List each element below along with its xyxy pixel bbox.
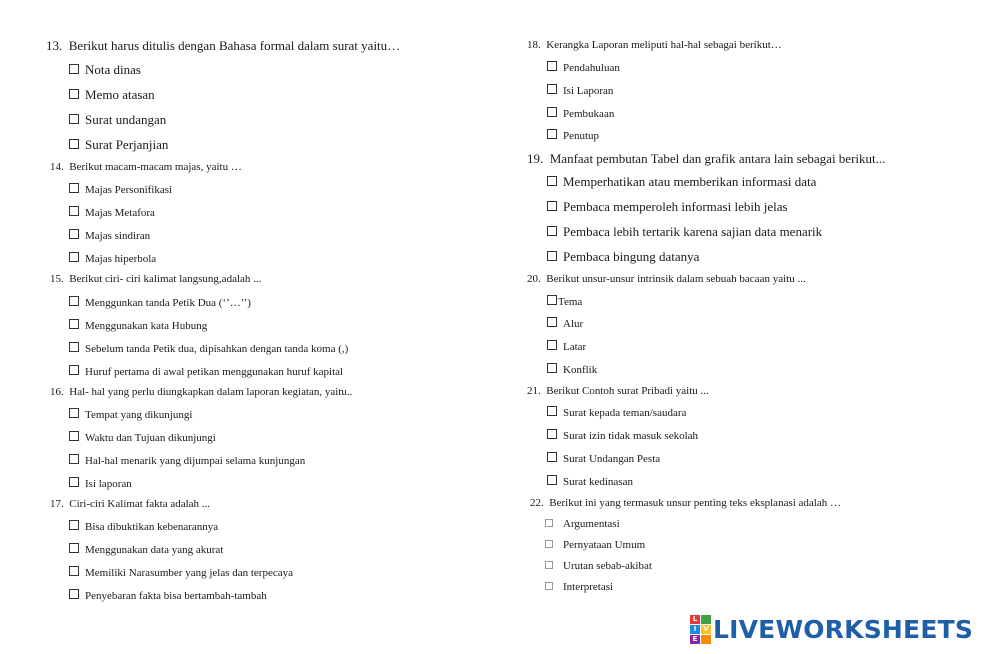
checkbox-icon[interactable] — [69, 114, 79, 124]
option-checkbox[interactable] — [547, 406, 686, 419]
option-label: Tempat yang dikunjungi — [85, 409, 193, 421]
option-checkbox[interactable] — [547, 249, 699, 265]
question-15 — [50, 273, 261, 285]
question-number: 19. — [527, 151, 544, 166]
option-label: Memperhatikan atau memberikan informasi data — [563, 174, 817, 189]
checkbox-icon[interactable] — [547, 295, 557, 305]
checkbox-icon[interactable] — [547, 226, 557, 236]
checkbox-icon[interactable] — [69, 431, 79, 441]
option-checkbox[interactable] — [69, 454, 305, 467]
logo-block — [701, 615, 711, 624]
checkbox-icon[interactable] — [547, 251, 557, 261]
logo-letter: E — [690, 635, 700, 644]
option-label: Majas sindiran — [85, 230, 151, 242]
question-number: 22. — [530, 497, 544, 509]
checkbox-icon[interactable] — [69, 454, 79, 464]
option-label: Nota dinas — [85, 62, 141, 77]
question-text: Kerangka Laporan meliputi hal-hal sebagai berikut… — [546, 39, 782, 51]
option-label: Memo atasan — [85, 87, 155, 102]
checkbox-icon[interactable] — [545, 561, 553, 569]
logo-letter: L — [690, 615, 700, 624]
checkbox-icon[interactable] — [69, 89, 79, 99]
question-text: Berikut harus ditulis dengan Bahasa formal dalam surat yaitu… — [68, 38, 401, 53]
option-label: Menggunkan tanda Petik Dua (‘’…’’) — [85, 297, 251, 309]
option-label: Majas hiperbola — [85, 253, 157, 265]
option-label: Konflik — [563, 364, 598, 376]
option-label: Menggunakan kata Hubung — [85, 320, 208, 332]
option-label: Pembaca lebih tertarik karena sajian data menarik — [563, 224, 823, 239]
option-label: Pendahuluan — [563, 62, 620, 74]
option-label: Pembaca bingung datanya — [563, 249, 700, 264]
checkbox-icon[interactable] — [69, 477, 79, 487]
option-label: Hal-hal menarik yang dijumpai selama kunjungan — [85, 455, 306, 467]
option-label: Surat undangan — [85, 112, 167, 127]
option-label: Pembukaan — [563, 108, 615, 120]
option-label: Memiliki Narasumber yang jelas dan terpecaya — [85, 567, 294, 579]
option-checkbox[interactable] — [547, 129, 599, 142]
option-label: Pernyataan Umum — [563, 539, 646, 551]
option-label: Surat kedinasan — [563, 476, 633, 488]
liveworksheets-logo — [690, 613, 973, 645]
checkbox-icon[interactable] — [69, 296, 79, 306]
option-checkbox[interactable] — [69, 296, 251, 309]
checkbox-icon[interactable] — [547, 317, 557, 327]
checkbox-icon[interactable] — [547, 475, 557, 485]
option-label: Surat Undangan Pesta — [563, 453, 661, 465]
checkbox-icon[interactable] — [69, 206, 79, 216]
option-label: Penutup — [563, 130, 600, 142]
option-label: Alur — [563, 318, 584, 330]
question-number: 15. — [50, 273, 64, 285]
checkbox-icon[interactable] — [69, 566, 79, 576]
option-checkbox[interactable] — [545, 518, 620, 530]
option-checkbox[interactable] — [69, 112, 166, 128]
option-checkbox[interactable] — [547, 224, 822, 240]
question-number: 21. — [527, 385, 541, 397]
option-label: Urutan sebab-akibat — [563, 560, 652, 572]
option-checkbox[interactable] — [69, 62, 141, 78]
option-checkbox[interactable] — [69, 365, 343, 378]
option-checkbox[interactable] — [547, 317, 583, 330]
option-label: Latar — [563, 341, 587, 353]
question-number: 14. — [50, 161, 64, 173]
question-16 — [50, 386, 352, 398]
question-21 — [527, 385, 709, 397]
checkbox-icon[interactable] — [69, 589, 79, 599]
option-label: Huruf pertama di awal petikan menggunakan huruf kapital — [85, 366, 344, 378]
checkbox-icon[interactable] — [69, 319, 79, 329]
checkbox-icon[interactable] — [547, 363, 557, 373]
option-label: Isi laporan — [85, 478, 132, 490]
option-label: Surat izin tidak masuk sekolah — [563, 430, 699, 442]
question-text: Berikut ciri- ciri kalimat langsung,adalah ... — [69, 273, 262, 285]
option-checkbox[interactable] — [547, 174, 816, 190]
option-checkbox[interactable] — [69, 477, 132, 490]
option-checkbox[interactable] — [547, 107, 614, 120]
option-checkbox[interactable] — [547, 429, 698, 442]
question-number: 16. — [50, 386, 64, 398]
logo-letter: V — [701, 625, 711, 634]
question-text: Hal- hal yang perlu diungkapkan dalam laporan kegiatan, yaitu.. — [69, 386, 353, 398]
logo-text: LIVEWORKSHEETS — [713, 614, 974, 644]
option-checkbox[interactable] — [69, 252, 156, 265]
checkbox-icon[interactable] — [547, 452, 557, 462]
question-number: 13. — [46, 38, 63, 53]
checkbox-icon[interactable] — [69, 520, 79, 530]
option-checkbox[interactable] — [69, 206, 155, 219]
question-text: Berikut macam-macam majas, yaitu … — [69, 161, 242, 173]
option-checkbox[interactable] — [547, 295, 582, 308]
option-checkbox[interactable] — [69, 342, 348, 355]
question-22 — [530, 497, 841, 509]
question-number: 18. — [527, 39, 541, 51]
option-checkbox[interactable] — [545, 581, 613, 593]
question-14 — [50, 161, 242, 173]
option-label: Argumentasi — [563, 518, 620, 530]
option-label: Menggunakan data yang akurat — [85, 544, 224, 556]
option-checkbox[interactable] — [69, 229, 150, 242]
option-checkbox[interactable] — [69, 137, 168, 153]
option-checkbox[interactable] — [547, 199, 788, 215]
checkbox-icon[interactable] — [547, 84, 557, 94]
option-label: Penyebaran fakta bisa bertambah-tambah — [85, 590, 267, 602]
checkbox-icon[interactable] — [69, 64, 79, 74]
option-checkbox[interactable] — [69, 183, 172, 196]
logo-letter: I — [690, 625, 700, 634]
checkbox-icon[interactable] — [547, 61, 557, 71]
checkbox-icon[interactable] — [547, 340, 557, 350]
question-text: Berikut Contoh surat Pribadi yaitu ... — [546, 385, 709, 397]
question-number: 20. — [527, 273, 541, 285]
checkbox-icon[interactable] — [69, 183, 79, 193]
option-label: Sebelum tanda Petik dua, dipisahkan dengan tanda koma (,) — [85, 343, 349, 355]
question-19 — [527, 151, 885, 167]
checkbox-icon[interactable] — [69, 543, 79, 553]
logo-block — [701, 635, 711, 644]
question-text: Berikut ini yang termasuk unsur penting teks eksplanasi adalah … — [549, 497, 841, 509]
option-checkbox[interactable] — [545, 560, 652, 572]
question-text: Manfaat pembutan Tabel dan grafik antara lain sebagai berikut... — [549, 151, 886, 166]
option-label: Surat Perjanjian — [85, 137, 169, 152]
checkbox-icon[interactable] — [69, 229, 79, 239]
option-checkbox[interactable] — [69, 520, 218, 533]
option-checkbox[interactable] — [69, 431, 216, 444]
option-label: Majas Metafora — [85, 207, 155, 219]
option-checkbox[interactable] — [69, 319, 207, 332]
question-18 — [527, 39, 782, 51]
question-text: Berikut unsur-unsur intrinsik dalam sebuah bacaan yaitu ... — [546, 273, 806, 285]
checkbox-icon[interactable] — [547, 176, 557, 186]
option-label: Pembaca memperoleh informasi lebih jelas — [563, 199, 788, 214]
checkbox-icon[interactable] — [547, 107, 557, 117]
option-checkbox[interactable] — [547, 84, 613, 97]
logo-blocks-icon — [690, 615, 710, 643]
option-checkbox[interactable] — [69, 589, 267, 602]
option-label: Tema — [558, 296, 583, 308]
checkbox-icon[interactable] — [69, 365, 79, 375]
option-checkbox[interactable] — [69, 87, 155, 103]
checkbox-icon[interactable] — [69, 408, 79, 418]
option-checkbox[interactable] — [547, 340, 586, 353]
question-text: Ciri-ciri Kalimat fakta adalah ... — [69, 498, 211, 510]
option-checkbox[interactable] — [69, 408, 192, 421]
option-checkbox[interactable] — [547, 475, 633, 488]
checkbox-icon[interactable] — [545, 540, 553, 548]
checkbox-icon[interactable] — [547, 429, 557, 439]
option-label: Interpretasi — [563, 581, 614, 593]
checkbox-icon[interactable] — [547, 129, 557, 139]
option-checkbox[interactable] — [545, 539, 645, 551]
checkbox-icon[interactable] — [545, 582, 553, 590]
option-label: Waktu dan Tujuan dikunjungi — [85, 432, 216, 444]
checkbox-icon[interactable] — [69, 139, 79, 149]
option-label: Bisa dibuktikan kebenarannya — [85, 521, 219, 533]
option-label: Majas Personifikasi — [85, 184, 173, 196]
option-checkbox[interactable] — [69, 566, 293, 579]
option-checkbox[interactable] — [547, 452, 660, 465]
checkbox-icon[interactable] — [545, 519, 553, 527]
question-13 — [46, 38, 400, 54]
checkbox-icon[interactable] — [547, 201, 557, 211]
question-20 — [527, 273, 806, 285]
checkbox-icon[interactable] — [69, 342, 79, 352]
question-number: 17. — [50, 498, 64, 510]
question-17 — [50, 498, 210, 510]
option-label: Surat kepada teman/saudara — [563, 407, 687, 419]
option-checkbox[interactable] — [547, 61, 620, 74]
checkbox-icon[interactable] — [69, 252, 79, 262]
checkbox-icon[interactable] — [547, 406, 557, 416]
option-checkbox[interactable] — [547, 363, 597, 376]
option-label: Isi Laporan — [563, 85, 614, 97]
option-checkbox[interactable] — [69, 543, 223, 556]
